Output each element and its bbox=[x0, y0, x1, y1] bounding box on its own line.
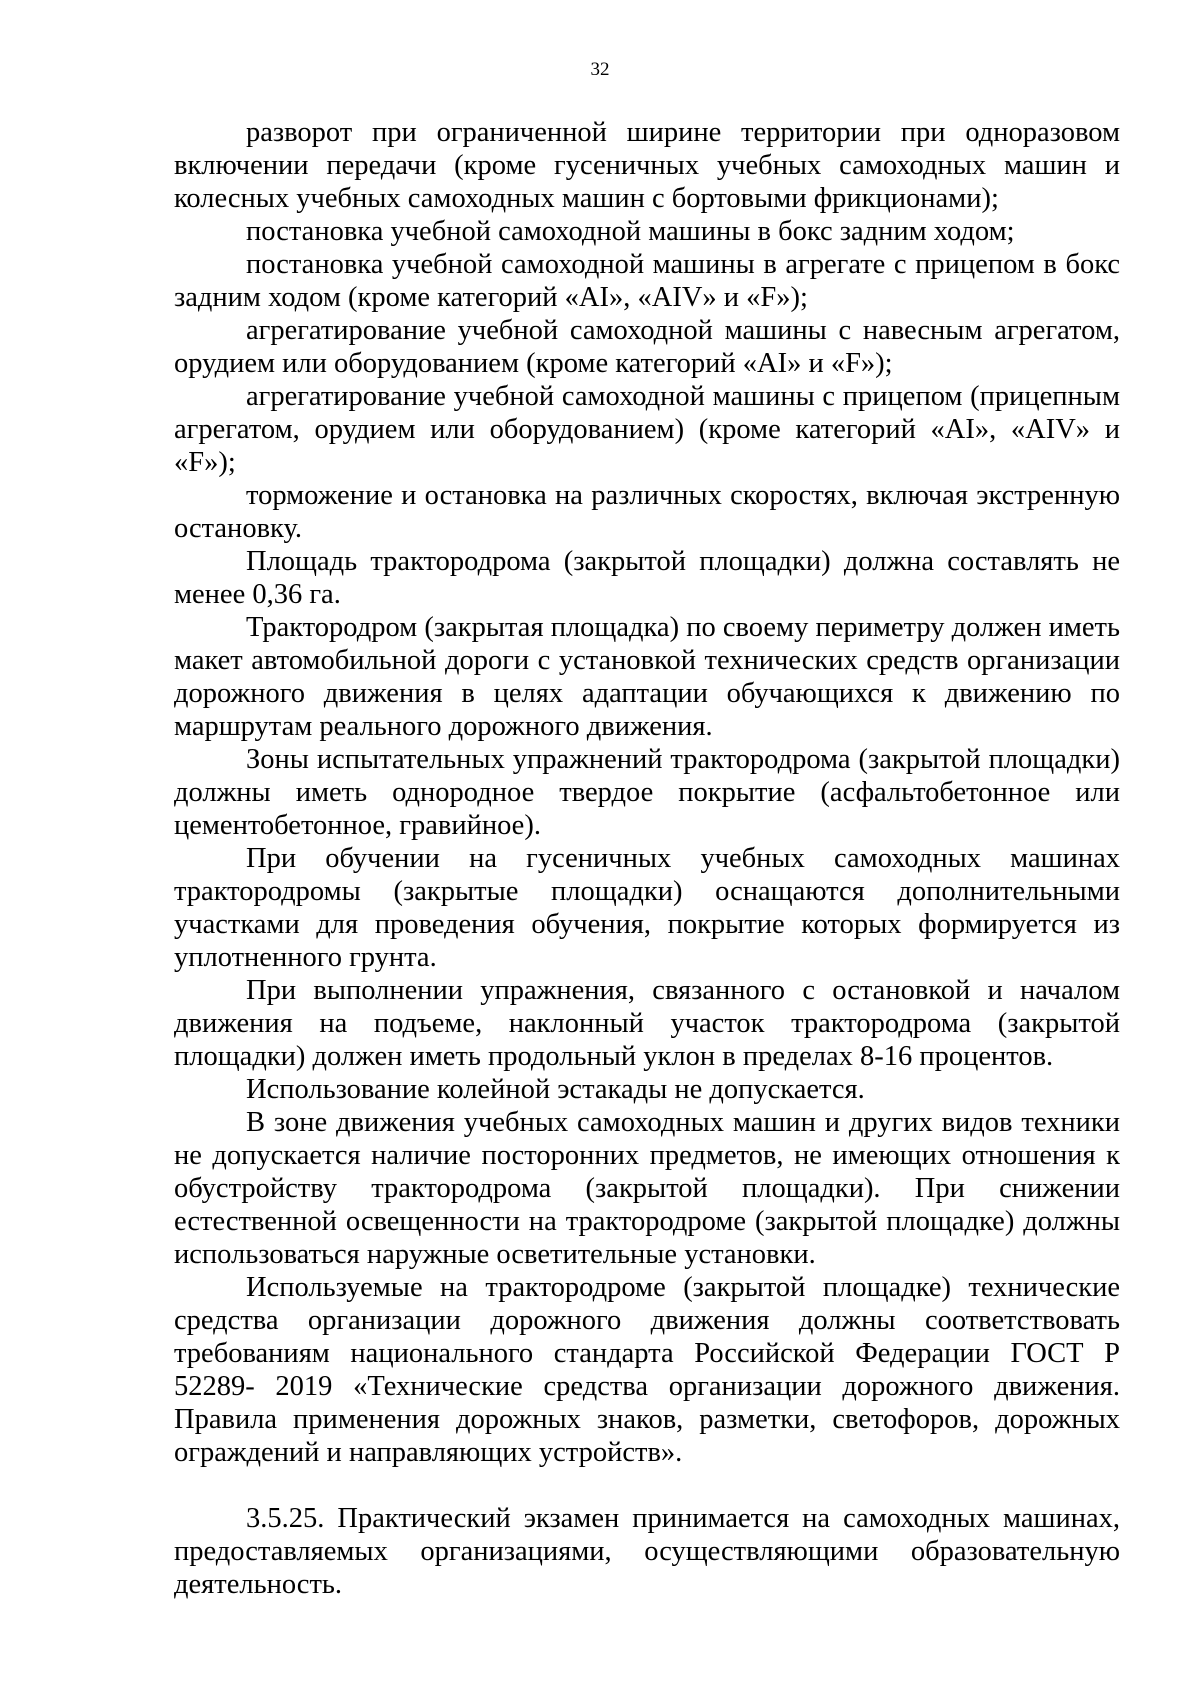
paragraph-turnaround: разворот при ограниченной ширине территории при одноразовом включении передачи (кроме гусеничных учебных самоходных машин и колесных учебных самоходных машин с бортовыми фрикционами); bbox=[174, 117, 1120, 214]
paragraph-surface: Зоны испытательных упражнений трактородрома (закрытой площадки) должны иметь однородное твердое покрытие (асфальтобетонное или цементобетонное, гравийное). bbox=[174, 744, 1120, 841]
section-3-5-25: 3.5.25. Практический экзамен принимается на самоходных машинах, предоставляемых организациями, осуществляющими образовательную деятельность. bbox=[174, 1503, 1120, 1600]
paragraph-road-model: Трактородром (закрытая площадка) по своему периметру должен иметь макет автомобильной дороги с установкой технических средств организации дорожного движения в целях адаптации обучающихся к движению по маршрутам реального дорожного движения. bbox=[174, 612, 1120, 742]
document-body bbox=[174, 116, 1120, 1601]
paragraph-traffic-standard: Используемые на трактородроме (закрытой площадке) технические средства организации дорожного движения должны соответствовать требованиям национального стандарта Российской Федерации ГОСТ Р 52289- 2019 «Технические средства организации дорожного движения. Правила применения дорожных знаков, разметки, светофоров, дорожных ограждений и направляющих устройств». bbox=[174, 1272, 1120, 1468]
page-number: 32 bbox=[590, 59, 610, 80]
paragraph-hitching-mounted: агрегатирование учебной самоходной машины с навесным агрегатом, орудием или оборудованием (кроме категорий «AI» и «F»); bbox=[174, 315, 1120, 379]
paragraph-rut-overpass: Использование колейной эстакады не допускается. bbox=[246, 1074, 865, 1105]
paragraph-braking: торможение и остановка на различных скоростях, включая экстренную остановку. bbox=[174, 480, 1120, 544]
paragraph-box-reverse: постановка учебной самоходной машины в бокс задним ходом; bbox=[246, 216, 1015, 247]
paragraph-box-reverse-trailer: постановка учебной самоходной машины в агрегате с прицепом в бокс задним ходом (кроме категорий «AI», «AIV» и «F»); bbox=[174, 249, 1120, 313]
paragraph-hitching-trailer: агрегатирование учебной самоходной машины с прицепом (прицепным агрегатом, орудием или оборудованием) (кроме категорий «AI», «AIV» и «F»); bbox=[174, 381, 1120, 478]
paragraph-foreign-objects: В зоне движения учебных самоходных машин и других видов техники не допускается наличие посторонних предметов, не имеющих отношения к обустройству трактородрома (закрытой площадки). При снижении естественной освещенности на трактородроме (закрытой площадке) должны использоваться наружные осветительные установки. bbox=[174, 1107, 1120, 1270]
paragraph-tracked-training: При обучении на гусеничных учебных самоходных машинах трактородромы (закрытые площадки) оснащаются дополнительными участками для проведения обучения, покрытие которых формируется из уплотненного грунта. bbox=[174, 843, 1120, 973]
paragraph-slope: При выполнении упражнения, связанного с остановкой и началом движения на подъеме, наклонный участок трактородрома (закрытой площадки) должен иметь продольный уклон в пределах 8-16 процентов. bbox=[174, 975, 1120, 1072]
paragraph-area: Площадь трактородрома (закрытой площадки) должна составлять не менее 0,36 га. bbox=[174, 546, 1120, 610]
